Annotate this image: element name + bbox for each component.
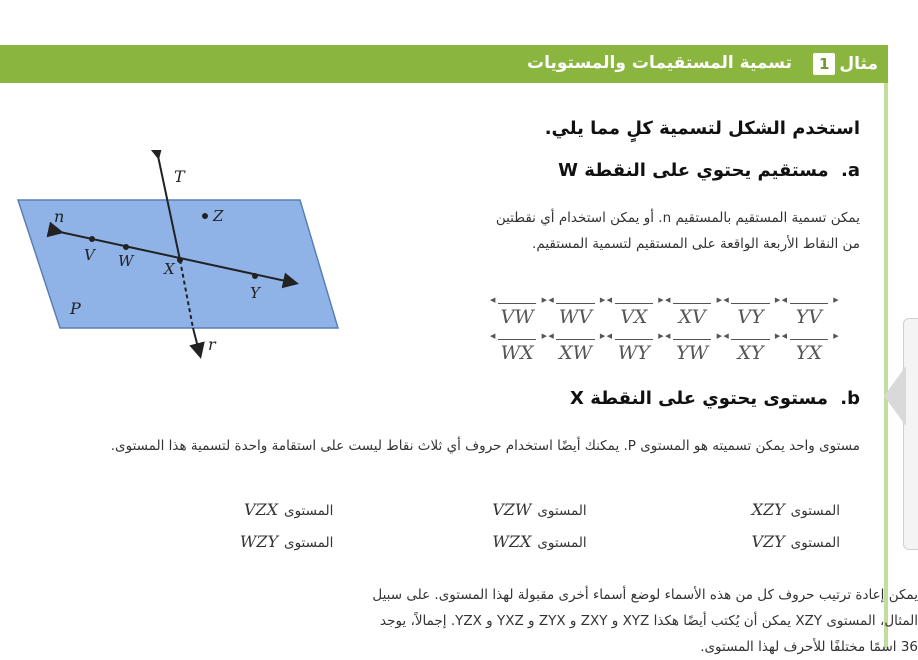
plane-word: المستوى bbox=[537, 535, 587, 551]
plane-letters: VZY bbox=[751, 532, 785, 551]
point-x-label: X bbox=[164, 260, 175, 278]
line-name: YW ◀ ▶ bbox=[663, 336, 721, 364]
plane-names-grid bbox=[80, 500, 840, 556]
transversal-bottom-label: r bbox=[208, 335, 216, 354]
plane-name bbox=[80, 500, 333, 524]
closing-paragraph bbox=[18, 582, 918, 660]
side-panel-arrow-icon[interactable] bbox=[884, 366, 906, 426]
line-name: WX ◀ ▶ bbox=[488, 336, 546, 364]
geometry-figure bbox=[0, 150, 350, 360]
section-b-letter: b. bbox=[840, 388, 860, 409]
plane-p-shape bbox=[18, 200, 338, 328]
transversal-top-label: T bbox=[174, 167, 185, 186]
point-v bbox=[89, 236, 95, 242]
closing-line-2: المثال، المستوى XZY يمكن أن يُكتب أيضًا هكذا XYZ و ZXY و ZYX و YXZ و YZX. إجمالاً، يوجد bbox=[380, 613, 918, 629]
point-z bbox=[202, 213, 208, 219]
plane-word: المستوى bbox=[790, 503, 840, 519]
line-name: VY ◀ ▶ bbox=[721, 300, 779, 328]
transversal-line-lower bbox=[193, 328, 200, 355]
example-header bbox=[0, 45, 888, 83]
plane-letters: VZW bbox=[492, 500, 532, 519]
plane-name bbox=[333, 500, 586, 524]
point-y bbox=[252, 273, 258, 279]
section-a-title: مستقيم يحتوي على النقطة W bbox=[558, 160, 829, 181]
line-name: WV ◀ ▶ bbox=[546, 300, 604, 328]
point-v-label: V bbox=[84, 246, 95, 264]
plane-word: المستوى bbox=[284, 535, 334, 551]
section-a-letter: a. bbox=[841, 160, 860, 181]
section-b-paragraph: مستوى واحد يمكن تسميته هو المستوى P. يمكنك أيضًا استخدام حروف أي ثلاث نقاط ليست على استقامة واحدة لتسمية هذا المستوى. bbox=[110, 438, 860, 454]
line-n-label: n bbox=[54, 207, 65, 226]
point-x bbox=[177, 257, 183, 263]
instruction-text: استخدم الشكل لتسمية كلٍ مما يلي. bbox=[544, 118, 860, 139]
plane-letters: VZX bbox=[243, 500, 279, 519]
line-name: XY ◀ ▶ bbox=[721, 336, 779, 364]
example-badge bbox=[813, 51, 878, 77]
section-a-paragraph: يمكن تسمية المستقيم بالمستقيم n. أو يمكن استخدام أي نقطتين من النقاط الأربعة الواقعة على المستقيم لتسمية المستقيم. bbox=[495, 210, 860, 252]
example-label: مثال bbox=[839, 54, 878, 74]
line-name: YV ◀ ▶ bbox=[780, 300, 838, 328]
plane-name bbox=[333, 532, 586, 556]
plane-name bbox=[587, 532, 840, 556]
plane-name bbox=[587, 500, 840, 524]
line-names-grid bbox=[488, 300, 838, 364]
closing-line-3: 36 اسمًا مختلفًا للأحرف لهذا المستوى. bbox=[700, 639, 918, 655]
line-name: XV ◀ ▶ bbox=[663, 300, 721, 328]
example-number: 1 bbox=[813, 53, 835, 75]
plane-letters: WZY bbox=[239, 532, 279, 551]
closing-line-1: يمكن إعادة ترتيب حروف كل من هذه الأسماء لوضع أسماء أخرى مقبولة لهذا المستوى. على سبيل bbox=[372, 587, 918, 603]
section-b-heading bbox=[570, 388, 860, 409]
plane-word: المستوى bbox=[284, 503, 334, 519]
point-y-label: Y bbox=[250, 284, 260, 302]
plane-letters: XZY bbox=[751, 500, 785, 519]
line-name: VX ◀ ▶ bbox=[605, 300, 663, 328]
line-name: WY ◀ ▶ bbox=[605, 336, 663, 364]
side-panel-tab[interactable] bbox=[903, 318, 918, 550]
plane-name bbox=[80, 532, 333, 556]
line-name: XW ◀ ▶ bbox=[546, 336, 604, 364]
plane-letters: WZX bbox=[492, 532, 532, 551]
section-a-heading bbox=[558, 160, 860, 181]
point-w bbox=[123, 244, 129, 250]
plane-word: المستوى bbox=[790, 535, 840, 551]
line-name: VW ◀ ▶ bbox=[488, 300, 546, 328]
plane-p-label: P bbox=[70, 299, 81, 318]
example-title: تسمية المستقيمات والمستويات bbox=[527, 53, 792, 73]
point-z-label: Z bbox=[213, 207, 224, 225]
plane-word: المستوى bbox=[537, 503, 587, 519]
line-name: YX ◀ ▶ bbox=[780, 336, 838, 364]
section-b-title: مستوى يحتوي على النقطة X bbox=[570, 388, 828, 409]
point-w-label: W bbox=[118, 252, 134, 270]
